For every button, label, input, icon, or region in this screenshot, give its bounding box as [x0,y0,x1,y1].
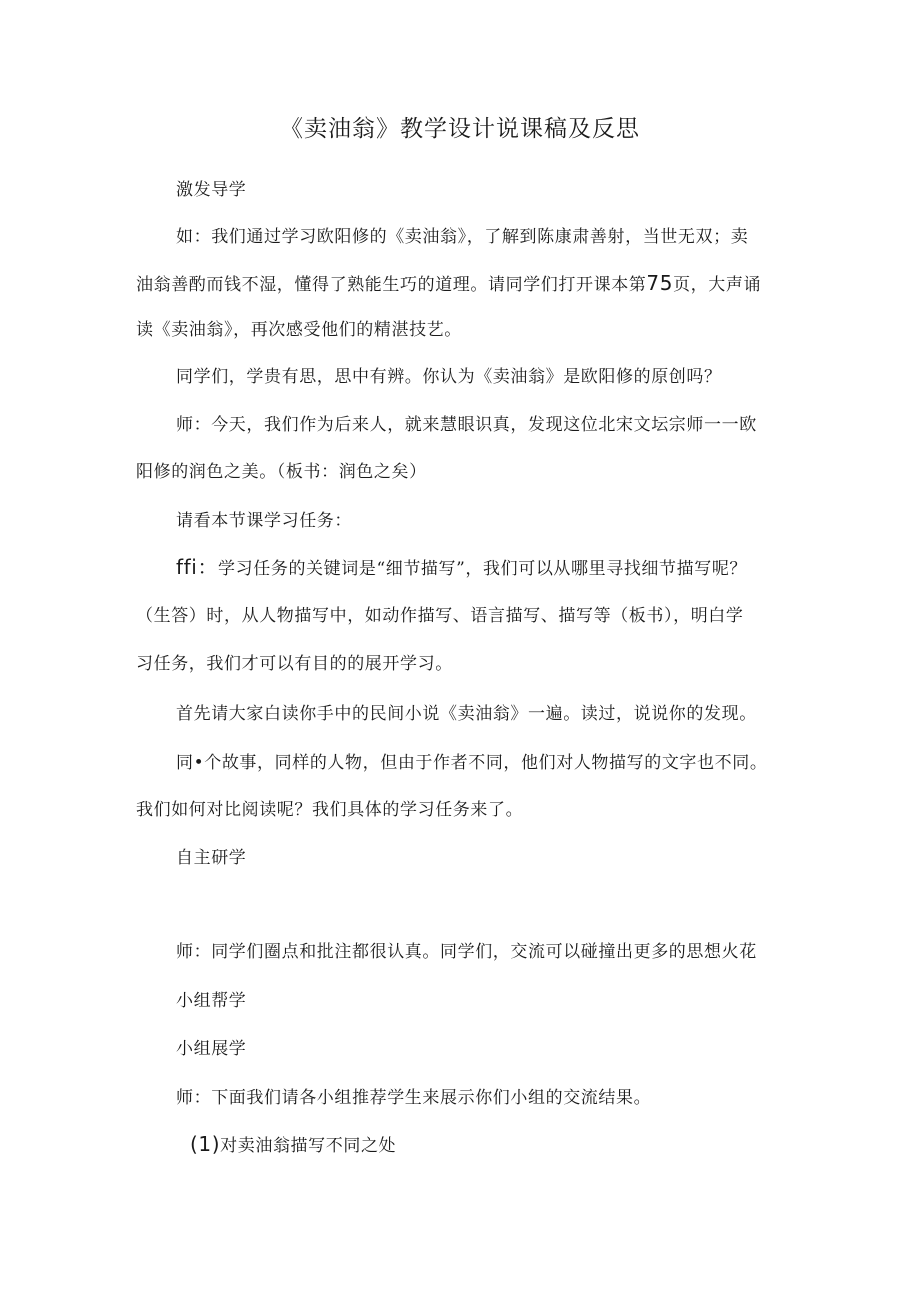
section-heading-group-show: 小组展学 [176,1039,247,1059]
list-item-text: 对卖油翁描写不同之处 [220,1136,397,1156]
paragraph-line: 我们如何对比阅读呢？我们具体的学习任务来了。 [136,800,524,820]
text-run: 学习任务的关键词是“细节描写”，我们可以从哪里寻找细节描写呢？ [218,559,748,579]
list-item [190,1131,396,1159]
paragraph-line [176,554,747,582]
paragraph-line: 同•个故事，同样的人物，但由于作者不同，他们对人物描写的文字也不同。 [176,753,768,773]
text-run: 油翁善酌而钱不湿，懂得了熟能生巧的道理。请同学们打开课本第 [136,275,647,295]
section-heading-self-study: 自主研学 [176,848,247,868]
section-heading-motivate: 激发导学 [176,180,247,200]
text-run: 页，大声诵 [673,275,762,295]
paragraph-line: 如：我们通过学习欧阳修的《卖油翁》，了解到陈康肃善射，当世无双；卖 [176,227,749,247]
paragraph-line: （生答）时，从人物描写中，如动作描写、语言描写、描写等（板书），明白学 [136,606,744,626]
paragraph-line: 习任务，我们才可以有目的的展开学习。 [136,654,453,674]
document-title: 《卖油翁》教学设计说课稿及反思 [280,116,640,142]
paragraph-line: 读《卖油翁》，再次感受他们的精湛技艺。 [136,320,462,340]
page-number-text: 75 [646,271,674,295]
list-item-number: (1) [190,1132,221,1156]
paragraph-line: 首先请大家白读你手中的民间小说《卖油翁》一遍。读过，说说你的发现。 [176,704,757,724]
paragraph-line: 师：同学们圈点和批注都很认真。同学们，交流可以碰撞出更多的思想火花 [176,942,757,962]
paragraph-line: 请看本节课学习任务： [176,511,352,531]
text-run: ffi： [176,555,219,579]
paragraph-line: 师：下面我们请各小组推荐学生来展示你们小组的交流结果。 [176,1088,652,1108]
paragraph-line: 同学们，学贵有思，思中有辨。你认为《卖油翁》是欧阳修的原创吗？ [176,367,722,387]
section-heading-group-help: 小组帮学 [176,991,247,1011]
paragraph-line [136,270,761,298]
paragraph-line: 阳修的润色之美。（板书：润色之矣） [136,462,427,482]
paragraph-line: 师：今天，我们作为后来人，就来慧眼识真，发现这位北宋文坛宗师一一欧 [176,415,757,435]
